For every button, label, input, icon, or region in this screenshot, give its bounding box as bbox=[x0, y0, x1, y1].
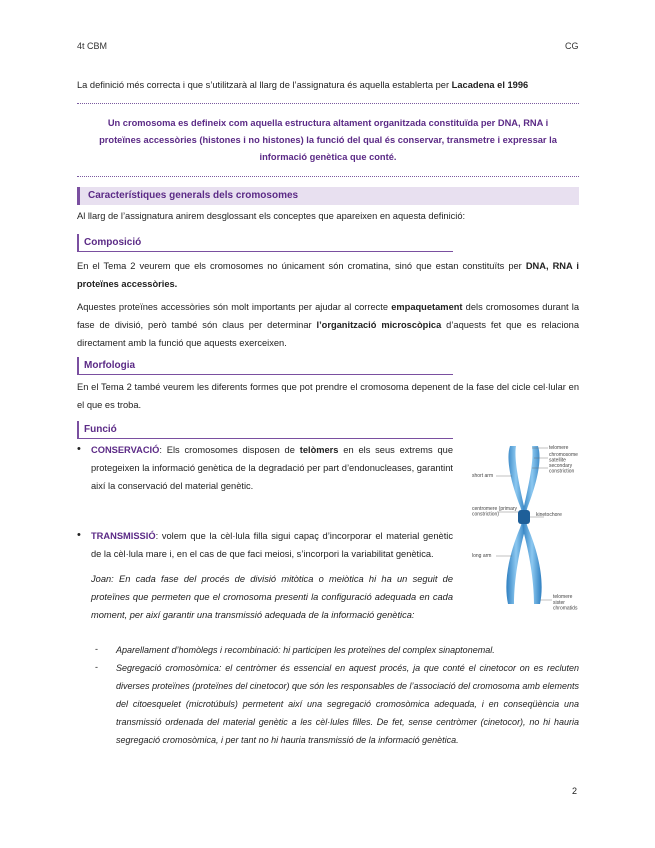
label-sister-chromatids: sister chromatids bbox=[553, 600, 578, 610]
bullet-dot-2: • bbox=[77, 529, 81, 541]
kinetochore-shape bbox=[518, 510, 530, 524]
label-long-arm: long arm bbox=[472, 553, 492, 559]
conservacio-text-b: en els seus extrems que protegeixen la informació genètica de la degradació per part d’endonucleases, garantint així la conservació del material genètic. bbox=[91, 445, 453, 491]
conservacio-bold: telòmers bbox=[299, 445, 339, 455]
section-composicio bbox=[77, 234, 453, 252]
composicio-p2-text-b: dels cromosomes durant la fase de divisió, però també són claus per determinar bbox=[77, 302, 579, 330]
transmissio-text: : volem que la cèl·lula filla sigui capaç d’incorporar el material genètic de la cèl·lula mare i, en el cas de que faci meiosi, s’incorpori la variabilitat genètica. bbox=[91, 531, 453, 559]
composicio-p1-text: En el Tema 2 veurem que els cromosomes no únicament són cromatina, sinó que estan constituïts per bbox=[77, 261, 526, 271]
composicio-paragraph-2 bbox=[77, 298, 579, 352]
label-kinetochore: kinetochore bbox=[536, 512, 562, 518]
divider-top bbox=[77, 103, 579, 104]
bullet-dot-1: • bbox=[77, 443, 81, 455]
label-telomere-bottom: telomere bbox=[553, 594, 573, 600]
section-funcio bbox=[77, 421, 453, 439]
intro-reference: Lacadena el 1996 bbox=[451, 80, 529, 90]
composicio-p2-bold-a: empaquetament bbox=[391, 302, 463, 312]
dash-item-2: Segregació cromosòmica: el centròmer és essencial en aquest procés, ja que conté el cinetocor on es recluten diverses proteïnes (proteïnes del cinetocor) que són les responsables de l’associació del cromosoma amb elements del citoesquelet (microtúbuls) permetent així una segregació cromosòmica adequada, i en conseqüència una transmissió ordenada del material genètic a les cèl·lules filles. De fet, sense centròmer (cinetocor), no hi hauria segregació cromosòmica, i per tant no hi hauria transmissió de la informació genètica. bbox=[116, 663, 579, 745]
dash-2: - bbox=[95, 662, 98, 672]
label-short-arm: short arm bbox=[472, 473, 494, 479]
section-composicio-title: Composició bbox=[84, 237, 142, 248]
morfologia-paragraph: En el Tema 2 també veurem les diferents formes que pot prendre el cromosoma depenent de la fase del cicle cel·lular en el que es troba. bbox=[77, 382, 579, 410]
conservacio-label: CONSERVACIÓ bbox=[91, 445, 160, 455]
label-secondary-constriction: secondary constriction bbox=[549, 463, 575, 475]
bullet-conservacio bbox=[91, 441, 453, 495]
main-section-title: Característiques generals dels cromosomes bbox=[88, 190, 299, 201]
intro-paragraph bbox=[77, 76, 579, 94]
composicio-p2-bold-b: l’organització microscòpica bbox=[316, 320, 442, 330]
joan-note: Joan: En cada fase del procés de divisió mitòtica o meiòtica hi ha un seguit de proteïnes que permeten que el cromosoma presenti la configuració adequada en cada moment, per així garantir una transmissió adequada de la informació genètica: bbox=[91, 574, 453, 620]
header-right: CG bbox=[565, 41, 579, 51]
chromosome-definition: Un cromosoma es defineix com aquella estructura altament organitzada constituïda per DNA, RNA i proteïnes accessòries (histones i no histones) la funció del qual és conservar, transmetre i expressar la informació genètica que conté. bbox=[99, 118, 557, 162]
header-left: 4t CBM bbox=[77, 41, 108, 51]
composicio-p1-bold: DNA, RNA i proteïnes accessòries. bbox=[77, 261, 579, 289]
label-centromere: centromere (primary constriction) bbox=[472, 506, 518, 518]
dash-1: - bbox=[95, 644, 98, 654]
main-section-lead: Al llarg de l’assignatura anirem desglossant els conceptes que apareixen en aquesta definició: bbox=[77, 211, 466, 221]
page-number: 2 bbox=[572, 786, 578, 796]
transmissio-label: TRANSMISSIÓ bbox=[91, 531, 156, 541]
section-morfologia bbox=[77, 357, 453, 375]
section-morfologia-title: Morfologia bbox=[84, 360, 136, 371]
divider-bottom bbox=[77, 176, 579, 177]
composicio-p2-text-c: d’aquests fet que es relaciona directament amb la funció que aquests exerceixen. bbox=[77, 320, 580, 348]
composicio-p2-text-a: Aquestes proteïnes accessòries són molt importants per ajudar al correcte bbox=[77, 302, 392, 312]
dash-item-1: Aparellament d’homòlegs i recombinació: hi participen les proteïnes del complex sinaptonemal. bbox=[116, 645, 495, 655]
bullet-transmissio bbox=[91, 527, 453, 563]
composicio-paragraph-1 bbox=[77, 257, 579, 293]
intro-text: La definició més correcta i que s’utilitzarà al llarg de l’assignatura és aquella establerta per bbox=[77, 80, 452, 90]
chromatid-right bbox=[522, 446, 541, 604]
label-satellite: chromosome satellite bbox=[549, 452, 578, 464]
label-telomere-top: telomere bbox=[549, 445, 569, 451]
main-section-heading bbox=[77, 187, 579, 205]
chromosome-diagram bbox=[470, 440, 580, 610]
conservacio-text-a: : Els cromosomes disposen de bbox=[159, 445, 300, 455]
section-funcio-title: Funció bbox=[84, 424, 117, 435]
